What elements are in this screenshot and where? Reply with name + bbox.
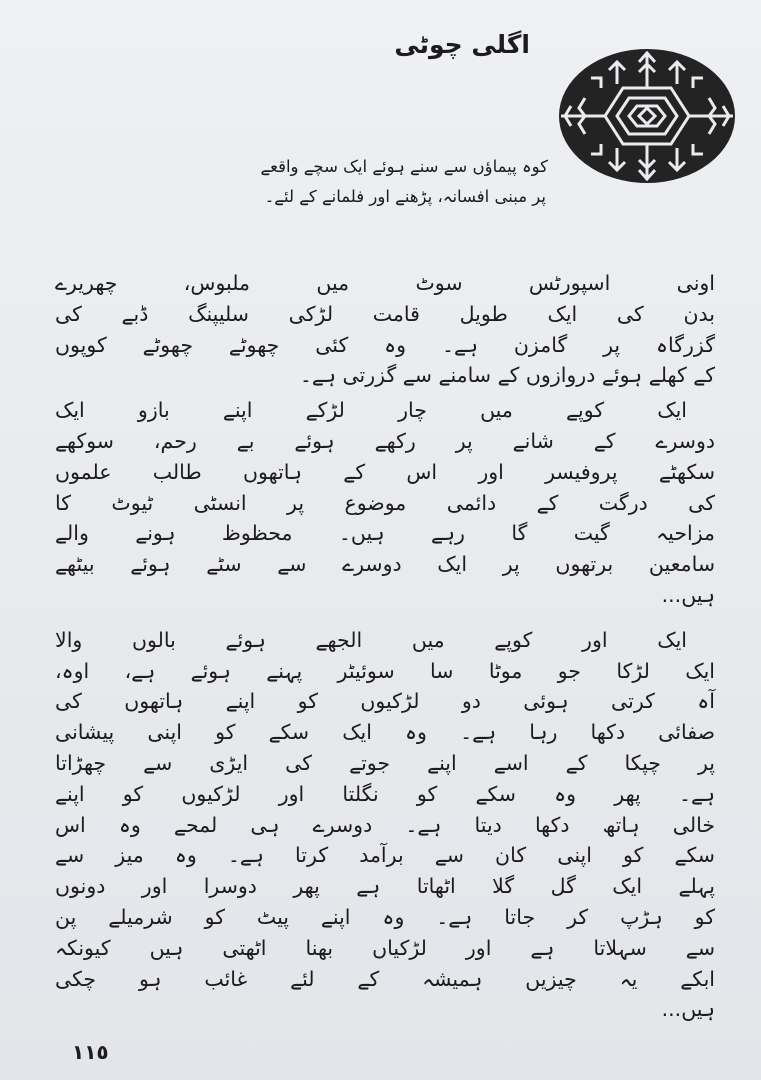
text-line: ہے۔ پھر وہ سکے کو نگلتا اور لڑکیوں کو اپنے bbox=[55, 781, 715, 806]
text-line: بدن کی ایک طویل قامت لڑکی سلیپنگ ڈبے کی bbox=[55, 301, 715, 326]
chapter-title: اگلی چوٹی bbox=[394, 30, 530, 59]
page-number: ١١٥ bbox=[72, 1040, 109, 1064]
text-line: ابکے یہ چیزیں ہمیشہ کے لئے غائب ہو چکی bbox=[55, 966, 715, 991]
text-line: سکے کو اپنی کان سے برآمد کرتا ہے۔ وہ میز سے bbox=[55, 843, 715, 868]
text-line: پر چپکا کے اسے اپنے جوتے کی ایڑی سے چھڑاتا bbox=[55, 750, 715, 775]
paragraph bbox=[55, 625, 715, 1025]
paragraph bbox=[55, 268, 715, 391]
text-line: اونی اسپورٹس سوٹ میں ملبوس، چھریرے bbox=[55, 271, 715, 295]
text-line: پہلے ایک گل گلا اٹھاتا ہے پھر دوسرا اور دونوں bbox=[55, 874, 715, 899]
text-line: سکھٹے پروفیسر اور اس کے ہاتھوں طالب علموں bbox=[55, 459, 715, 484]
text-line: کی درگت کے دائمی موضوع پر انسٹی ٹیوٹ کا bbox=[55, 490, 715, 515]
text-line: دوسرے کے شانے پر رکھے ہوئے بے رحم، سوکھے bbox=[55, 428, 715, 453]
text-line: کے کھلے ہوئے دروازوں کے سامنے سے گزرتی ہے۔ bbox=[299, 363, 715, 388]
text-line: سے سہلاتا ہے اور لڑکیاں بھنا اٹھتی ہیں کیونکہ bbox=[55, 935, 715, 960]
text-line: کو ہڑپ کر جاتا ہے۔ وہ اپنے پیٹ کو شرمیلے پن bbox=[55, 904, 715, 929]
text-line: خالی ہاتھ دکھا دیتا ہے۔ دوسرے ہی لمحے وہ اس bbox=[55, 812, 715, 837]
text-line: ہیں... bbox=[661, 997, 715, 1022]
intro-line: کوہ پیماؤں سے سنے ہوئے ایک سچے واقعے bbox=[260, 157, 548, 176]
text-line: سامعین برتھوں پر ایک دوسرے سے سٹے ہوئے بیٹھے bbox=[55, 552, 715, 577]
text-line: ایک لڑکا جو موٹا سا سوئیٹر پہنے ہوئے ہے، اوہ، bbox=[55, 658, 715, 683]
text-line: مزاحیہ گیت گا رہے ہیں۔ محظوظ ہونے والے bbox=[55, 521, 715, 546]
tribal-rug-motif-icon bbox=[557, 48, 737, 184]
text-line: ہیں... bbox=[661, 582, 715, 607]
text-line: گزرگاہ پر گامزن ہے۔ وہ کئی چھوٹے چھوٹے کوپوں bbox=[55, 332, 715, 357]
text-line: ایک کوپے میں چار لڑکے اپنے بازو ایک bbox=[55, 398, 687, 423]
story-body bbox=[55, 268, 715, 1025]
paragraph bbox=[55, 395, 715, 611]
story-intro bbox=[130, 152, 548, 212]
intro-line: پر مبنی افسانہ، پڑھنے اور فلمانے کے لئے۔ bbox=[264, 187, 546, 206]
text-line: ایک اور کوپے میں الجھے ہوئے بالوں والا bbox=[55, 627, 687, 652]
text-line: آہ کرتی ہوئی دو لڑکیوں کو اپنے ہاتھوں کی bbox=[55, 689, 715, 714]
text-line: صفائی دکھا رہا ہے۔ وہ ایک سکے کو اپنی پیشانی bbox=[55, 720, 715, 745]
